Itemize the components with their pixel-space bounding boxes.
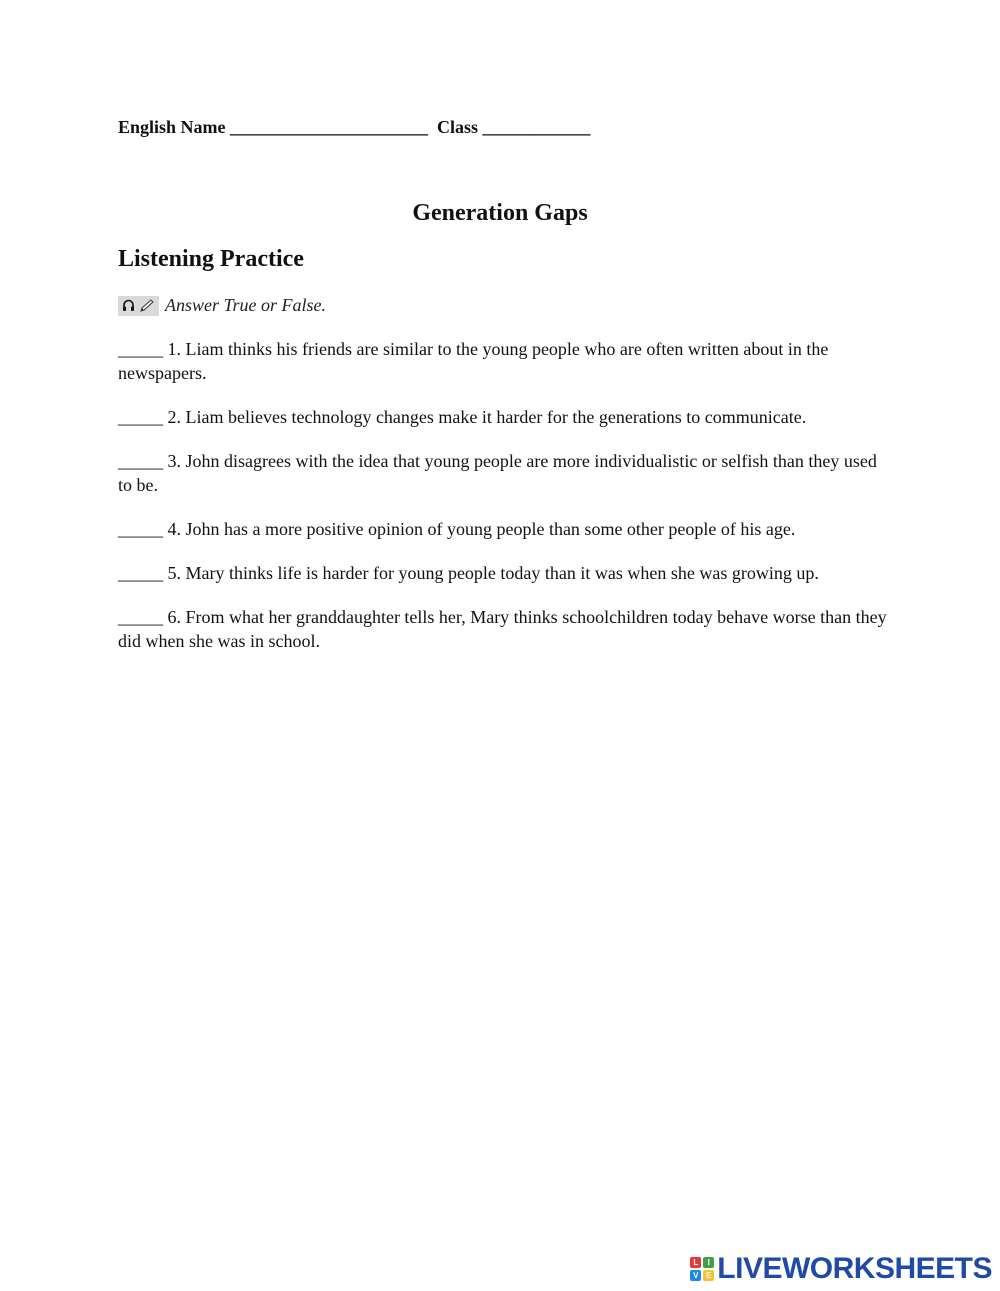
question-list (118, 337, 888, 673)
logo-block-e: E (703, 1270, 714, 1281)
instruction (118, 295, 326, 316)
question-2: _____ 2. Liam believes technology changes make it harder for the generations to communicate. (118, 407, 807, 427)
logo-text: LIVEWORKSHEETS (717, 1252, 992, 1285)
logo-block-v: V (690, 1270, 701, 1281)
logo-block-i: I (703, 1257, 714, 1268)
section-heading: Listening Practice (118, 246, 304, 272)
question-3: _____ 3. John disagrees with the idea that young people are more individualistic or selfish than they used to be. (118, 451, 877, 495)
question-4: _____ 4. John has a more positive opinion of young people than some other people of his age. (118, 519, 796, 539)
question-1: _____ 1. Liam thinks his friends are similar to the young people who are often written about in the newspapers. (118, 339, 829, 383)
logo-blocks (690, 1257, 714, 1281)
instruction-text: Answer True or False. (165, 295, 327, 315)
instruction-icons (118, 296, 159, 316)
question-6: _____ 6. From what her granddaughter tells her, Mary thinks schoolchildren today behave worse than they did when she was in school. (118, 607, 887, 651)
logo-block-l: L (690, 1257, 701, 1268)
headphones-icon (122, 299, 135, 312)
page-title: Generation Gaps (412, 200, 588, 226)
liveworksheets-logo[interactable] (690, 1252, 992, 1286)
name-class-line: English Name ______________________ Class ____________ (118, 117, 591, 137)
pencil-icon (139, 299, 155, 312)
question-5: _____ 5. Mary thinks life is harder for young people today than it was when she was growing up. (118, 563, 819, 583)
